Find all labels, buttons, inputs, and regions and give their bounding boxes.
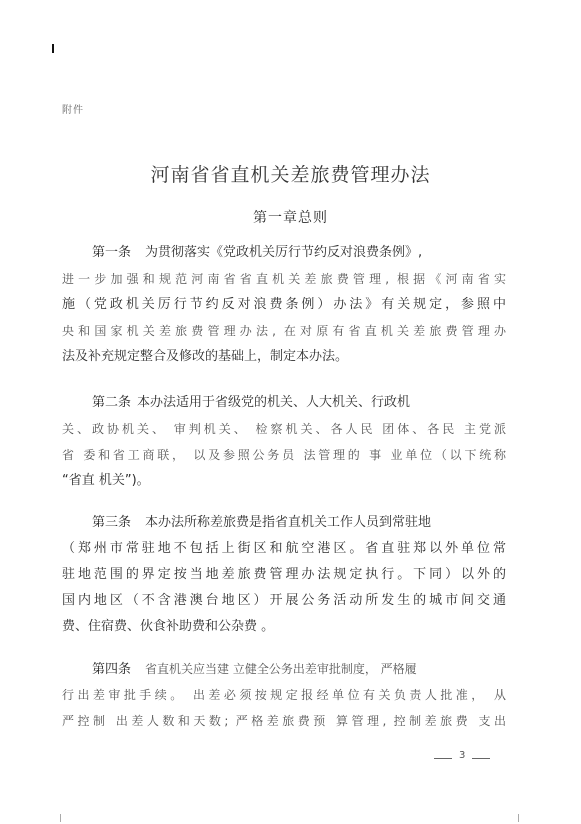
article-line: 施（党政机关厉行节约反对浪费条例）办法》有关规定，参照中 — [62, 297, 506, 312]
footer-dash-left — [434, 758, 452, 759]
article-line: 行出差审批手续。 出差必须按规定报经单位有关负责人批准， 从 — [62, 688, 506, 702]
text-cursor — [52, 44, 54, 53]
article-line: 进一步加强和规范河南省省直机关差旅费管理, 根据《河南省实 — [62, 272, 506, 286]
article-3 — [62, 510, 506, 640]
article-text: 省直机关应当建 立健全公务出差审批制度， 严格履 — [145, 662, 417, 676]
article-line: 省 委和省工商联， 以及参照公务员 法管理的 事 业单位（以下统称 — [62, 448, 506, 462]
article-label: 第三条 — [92, 515, 132, 530]
chapter-title: 第一章总则 — [253, 210, 328, 226]
article-line: 国内地区（不含港澳台地区）开展公务活动所发生的城市间交通 — [62, 593, 506, 608]
page-number: 3 — [459, 750, 466, 761]
article-label: 第四条 — [92, 662, 132, 677]
article-label: 第一条 — [92, 245, 132, 260]
article-1 — [62, 240, 506, 370]
crop-mark — [510, 814, 519, 822]
document-title: 河南省省直机关差旅费管理办法 — [150, 164, 431, 186]
crop-mark — [60, 814, 69, 822]
article-4 — [62, 656, 506, 734]
article-text: 本办法适用于省级党的机关、人大机关、行政机 — [137, 395, 411, 410]
article-2 — [62, 390, 506, 494]
article-line: 驻地范围的界定按当地差旅费管理办法规定执行。下同）以外的 — [62, 567, 506, 582]
article-text: 为贯彻落实《党政机关厉行节约反对浪费条例》, — [145, 245, 423, 260]
article-label: 第二条 — [92, 395, 132, 410]
article-line: 费、住宿费、伙食补助费和公杂费 。 — [62, 619, 275, 634]
article-line: “省直 机关”)。 — [62, 473, 150, 488]
article-line — [62, 510, 506, 536]
article-text: 本办法所称差旅费是指省直机关工作人员到常驻地 — [145, 515, 432, 530]
article-line: 严控制 出差人数和天数; 严格差旅费预 算管理, 控制差旅费 支出 — [62, 714, 506, 728]
footer-dash-right — [472, 758, 490, 759]
article-line: 央和国家机关差旅费管理办法, 在对原有省直机关差旅费管理办 — [62, 324, 506, 338]
article-line — [62, 656, 506, 682]
article-line — [62, 390, 506, 416]
attachment-label: 附件 — [62, 105, 84, 116]
article-line: （郑州市常驻地不包括上街区和航空港区。省直驻郑以外单位常 — [62, 541, 506, 556]
article-line: 法及补充规定整合及修改的基础上，制定本办法。 — [62, 349, 349, 364]
article-line — [62, 240, 506, 266]
article-line: 关、政协机关、 审判机关、 检察机关、各人民 团体、各民 主党派 — [62, 422, 506, 436]
